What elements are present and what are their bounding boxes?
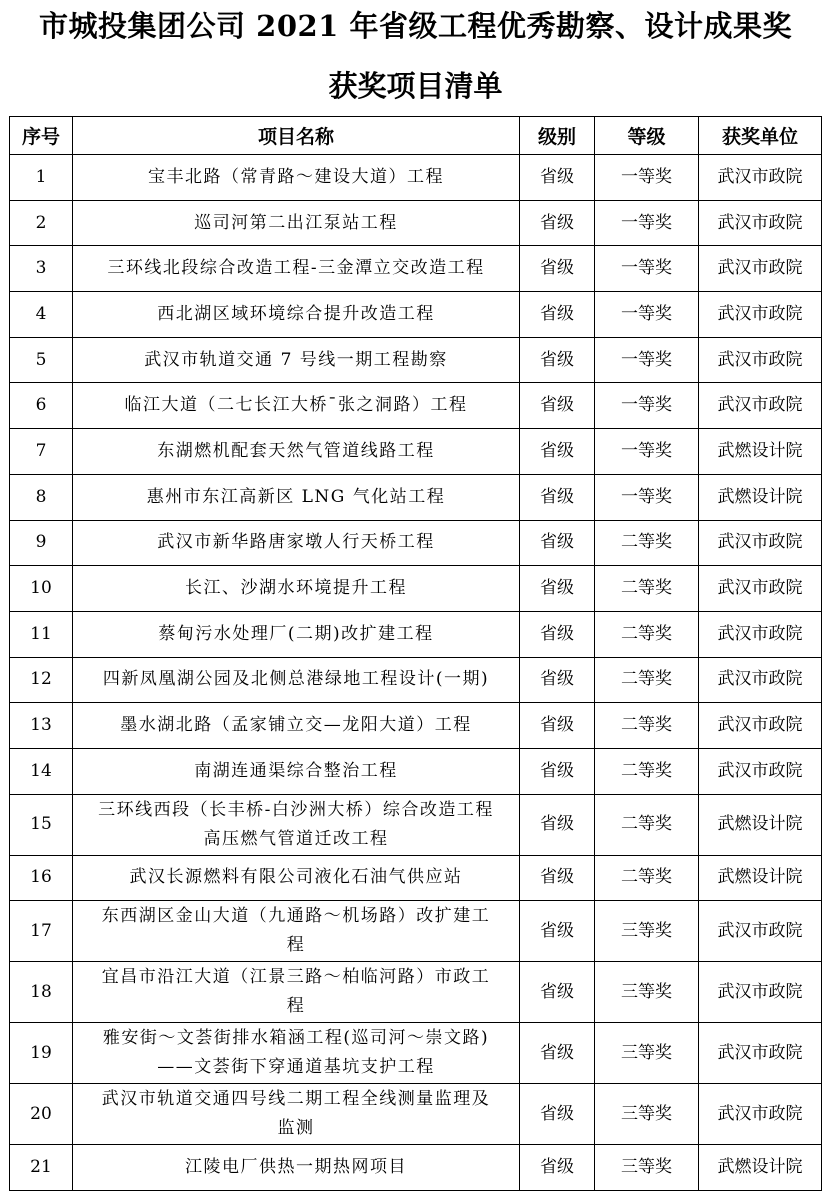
- row-project-name: 长江、沙湖水环境提升工程: [73, 566, 520, 612]
- row-project-name: 武汉市新华路唐家墩人行天桥工程: [73, 520, 520, 566]
- row-project-name: 巡司河第二出江泵站工程: [73, 200, 520, 246]
- row-project-name: [73, 1023, 520, 1084]
- row-grade: 一等奖: [595, 292, 699, 338]
- row-level: 省级: [520, 383, 595, 429]
- row-project-name: 西北湖区域环境综合提升改造工程: [73, 292, 520, 338]
- project-name-line: 宜昌市沿江大道（江景三路～柏临河路）市政工: [101, 967, 491, 988]
- header-level: 级别: [520, 117, 595, 155]
- table-row: [10, 1023, 822, 1084]
- project-name-line: 监测: [277, 1118, 315, 1139]
- row-project-name: 临江大道（二七长江大桥¯张之洞路）工程: [73, 383, 520, 429]
- table-row: [10, 962, 822, 1023]
- row-unit: 武汉市政院: [699, 246, 822, 292]
- row-project-name: 蔡甸污水处理厂(二期)改扩建工程: [73, 611, 520, 657]
- row-index: 12: [10, 657, 73, 703]
- row-grade: 二等奖: [595, 794, 699, 855]
- row-unit: 武汉市政院: [699, 200, 822, 246]
- row-index: 1: [10, 155, 73, 201]
- row-index: 5: [10, 337, 73, 383]
- row-level: 省级: [520, 855, 595, 901]
- table-header-row: [10, 117, 822, 155]
- header-index: 序号: [10, 117, 73, 155]
- row-grade: 二等奖: [595, 855, 699, 901]
- table-row: [10, 901, 822, 962]
- table-row: [10, 1145, 822, 1191]
- row-level: 省级: [520, 748, 595, 794]
- project-name-line: 雅安街～文荟街排水箱涵工程(巡司河～崇文路): [102, 1028, 490, 1049]
- row-unit: 武燃设计院: [699, 794, 822, 855]
- row-index: 10: [10, 566, 73, 612]
- row-level: 省级: [520, 155, 595, 201]
- row-unit: 武燃设计院: [699, 855, 822, 901]
- row-unit: 武汉市政院: [699, 292, 822, 338]
- table-row: [10, 383, 822, 429]
- table-row: [10, 292, 822, 338]
- row-level: 省级: [520, 1145, 595, 1191]
- row-index: 14: [10, 748, 73, 794]
- award-table: [9, 116, 822, 1191]
- row-unit: 武汉市政院: [699, 657, 822, 703]
- row-index: 6: [10, 383, 73, 429]
- row-level: 省级: [520, 657, 595, 703]
- table-row: [10, 703, 822, 749]
- row-grade: 三等奖: [595, 1145, 699, 1191]
- header-unit: 获奖单位: [699, 117, 822, 155]
- project-name-line: 高压燃气管道迁改工程: [203, 828, 389, 849]
- row-index: 4: [10, 292, 73, 338]
- table-body: [10, 155, 822, 1191]
- row-grade: 二等奖: [595, 611, 699, 657]
- row-level: 省级: [520, 520, 595, 566]
- row-project-name: 三环线北段综合改造工程-三金潭立交改造工程: [73, 246, 520, 292]
- row-unit: 武汉市政院: [699, 520, 822, 566]
- row-unit: 武汉市政院: [699, 337, 822, 383]
- row-unit: 武汉市政院: [699, 703, 822, 749]
- row-grade: 一等奖: [595, 429, 699, 475]
- table-row: [10, 200, 822, 246]
- row-level: 省级: [520, 429, 595, 475]
- row-level: 省级: [520, 703, 595, 749]
- row-project-name: [73, 962, 520, 1023]
- row-project-name: [73, 1084, 520, 1145]
- row-level: 省级: [520, 1084, 595, 1145]
- row-grade: 三等奖: [595, 1023, 699, 1084]
- row-project-name: 武汉市轨道交通 7 号线一期工程勘察: [73, 337, 520, 383]
- table-row: [10, 474, 822, 520]
- row-index: 8: [10, 474, 73, 520]
- row-project-name: 宝丰北路（常青路～建设大道）工程: [73, 155, 520, 201]
- project-name-line: 东西湖区金山大道（九通路～机场路）改扩建工: [101, 906, 491, 927]
- page-title: 市城投集团公司 2021 年省级工程优秀勘察、设计成果奖: [39, 9, 792, 43]
- row-level: 省级: [520, 566, 595, 612]
- row-index: 7: [10, 429, 73, 475]
- row-grade: 二等奖: [595, 703, 699, 749]
- header-name: 项目名称: [73, 117, 520, 155]
- row-level: 省级: [520, 611, 595, 657]
- project-name-line: 程: [286, 935, 306, 956]
- row-index: 18: [10, 962, 73, 1023]
- page-subtitle: 获奖项目清单: [328, 69, 503, 103]
- row-unit: 武燃设计院: [699, 429, 822, 475]
- row-grade: 一等奖: [595, 337, 699, 383]
- table-row: [10, 794, 822, 855]
- table-row: [10, 337, 822, 383]
- row-index: 2: [10, 200, 73, 246]
- row-grade: 二等奖: [595, 520, 699, 566]
- row-unit: 武汉市政院: [699, 611, 822, 657]
- row-index: 3: [10, 246, 73, 292]
- row-level: 省级: [520, 962, 595, 1023]
- row-level: 省级: [520, 474, 595, 520]
- row-index: 15: [10, 794, 73, 855]
- row-index: 21: [10, 1145, 73, 1191]
- row-unit: 武汉市政院: [699, 1084, 822, 1145]
- row-unit: 武汉市政院: [699, 962, 822, 1023]
- row-grade: 二等奖: [595, 566, 699, 612]
- row-project-name: 惠州市东江高新区 LNG 气化站工程: [73, 474, 520, 520]
- row-project-name: 武汉长源燃料有限公司液化石油气供应站: [73, 855, 520, 901]
- table-row: [10, 155, 822, 201]
- row-project-name: [73, 794, 520, 855]
- row-grade: 一等奖: [595, 474, 699, 520]
- project-name-line: 程: [286, 996, 306, 1017]
- row-grade: 一等奖: [595, 383, 699, 429]
- header-grade: 等级: [595, 117, 699, 155]
- row-unit: 武汉市政院: [699, 566, 822, 612]
- row-grade: 二等奖: [595, 657, 699, 703]
- row-index: 19: [10, 1023, 73, 1084]
- row-project-name: 江陵电厂供热一期热网项目: [73, 1145, 520, 1191]
- row-project-name: 东湖燃机配套天然气管道线路工程: [73, 429, 520, 475]
- row-level: 省级: [520, 246, 595, 292]
- row-unit: 武汉市政院: [699, 748, 822, 794]
- row-level: 省级: [520, 292, 595, 338]
- row-unit: 武燃设计院: [699, 1145, 822, 1191]
- row-unit: 武汉市政院: [699, 155, 822, 201]
- row-index: 20: [10, 1084, 73, 1145]
- table-row: [10, 611, 822, 657]
- row-project-name: 墨水湖北路（孟家铺立交—龙阳大道）工程: [73, 703, 520, 749]
- table-row: [10, 855, 822, 901]
- row-grade: 三等奖: [595, 962, 699, 1023]
- row-index: 16: [10, 855, 73, 901]
- row-level: 省级: [520, 337, 595, 383]
- row-project-name: [73, 901, 520, 962]
- row-index: 17: [10, 901, 73, 962]
- row-index: 13: [10, 703, 73, 749]
- row-project-name: 南湖连通渠综合整治工程: [73, 748, 520, 794]
- project-name-line: 武汉市轨道交通四号线二期工程全线测量监理及: [101, 1089, 491, 1110]
- row-grade: 一等奖: [595, 155, 699, 201]
- table-row: [10, 566, 822, 612]
- row-index: 9: [10, 520, 73, 566]
- row-unit: 武汉市政院: [699, 383, 822, 429]
- table-row: [10, 748, 822, 794]
- row-level: 省级: [520, 794, 595, 855]
- project-name-line: ——文荟街下穿通道基坑支护工程: [157, 1057, 435, 1078]
- table-row: [10, 429, 822, 475]
- row-grade: 一等奖: [595, 246, 699, 292]
- row-unit: 武燃设计院: [699, 474, 822, 520]
- row-grade: 三等奖: [595, 1084, 699, 1145]
- row-unit: 武汉市政院: [699, 901, 822, 962]
- row-grade: 一等奖: [595, 200, 699, 246]
- row-level: 省级: [520, 901, 595, 962]
- row-grade: 二等奖: [595, 748, 699, 794]
- row-grade: 三等奖: [595, 901, 699, 962]
- table-row: [10, 246, 822, 292]
- row-unit: 武汉市政院: [699, 1023, 822, 1084]
- row-level: 省级: [520, 200, 595, 246]
- row-level: 省级: [520, 1023, 595, 1084]
- row-project-name: 四新凤凰湖公园及北侧总港绿地工程设计(一期): [73, 657, 520, 703]
- table-row: [10, 520, 822, 566]
- table-row: [10, 1084, 822, 1145]
- table-row: [10, 657, 822, 703]
- project-name-line: 三环线西段（长丰桥-白沙洲大桥）综合改造工程: [98, 799, 494, 820]
- row-index: 11: [10, 611, 73, 657]
